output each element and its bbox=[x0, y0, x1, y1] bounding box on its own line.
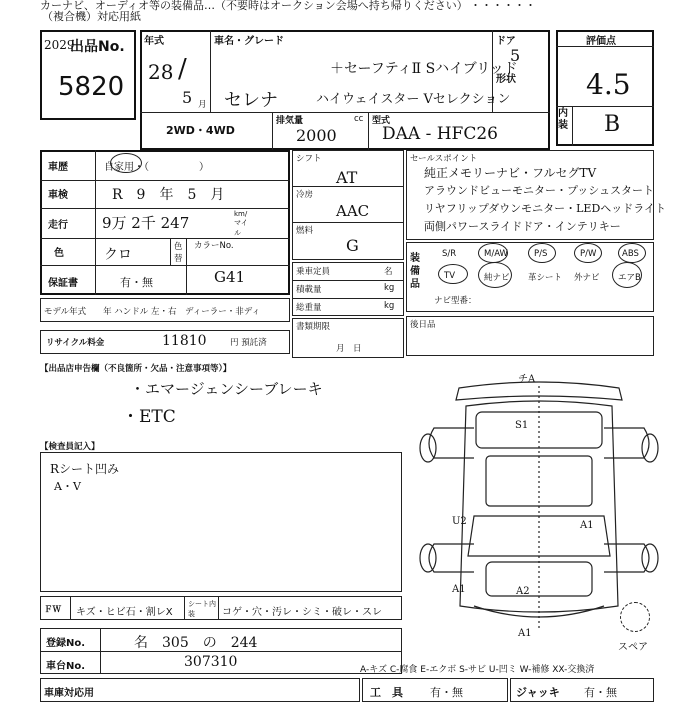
equip-pw: P/W bbox=[580, 249, 597, 259]
drive-type: 2WD・4WD bbox=[166, 124, 235, 137]
sales-line-1: 純正メモリーナビ・フルセグTV bbox=[424, 166, 597, 180]
shift-value: AT bbox=[336, 168, 358, 187]
equip-maw: M/AW bbox=[484, 249, 508, 259]
sales-label: セールスポイント bbox=[410, 154, 478, 164]
mark-u2: U2 bbox=[452, 516, 467, 527]
spare-label: スペア bbox=[618, 642, 648, 653]
equip-ps: P/S bbox=[534, 249, 548, 259]
gross-label: 総重量 bbox=[296, 303, 322, 313]
header-notice: カーナビ、オーディオ等の装備品…（不要時はオークション会場へ持ち帰りください） bbox=[40, 0, 468, 12]
interior-score: B bbox=[604, 112, 621, 137]
jack-value: 有・無 bbox=[584, 686, 617, 699]
mark-a1-left: A1 bbox=[452, 584, 466, 595]
model-year-row: モデル年式 年 ハンドル 左・右 ディーラー・非ディ bbox=[44, 307, 261, 317]
seat-label: シート内装 bbox=[188, 600, 216, 618]
garage-label: 車庫対応用 bbox=[44, 688, 94, 699]
recycle-label: リサイクル料金 bbox=[46, 338, 105, 348]
evaluation-label: 評価点 bbox=[586, 36, 616, 47]
history-label: 車歴 bbox=[48, 162, 68, 173]
reg-value: 名 305 の 244 bbox=[134, 635, 258, 651]
gross-unit: kg bbox=[384, 301, 395, 311]
model-type: DAA - HFC26 bbox=[382, 124, 498, 144]
inspector-label: 【検査員記入】 bbox=[40, 442, 100, 452]
doc-unit: 月 日 bbox=[336, 344, 362, 354]
equip-abs: ABS bbox=[622, 249, 639, 259]
ac-label: 冷房 bbox=[296, 190, 314, 200]
evaluation-score: 4.5 bbox=[586, 68, 631, 101]
mileage-value: 9万 2千 247 bbox=[102, 214, 190, 232]
private-circle bbox=[110, 153, 142, 173]
sales-line-4: 両側パワースライドドア・インテリキー bbox=[424, 220, 621, 233]
jack-label: ジャッキ bbox=[516, 686, 560, 699]
mark-a1-right: A1 bbox=[580, 520, 594, 531]
header-notice-right: ・・・・・・ bbox=[470, 0, 536, 12]
chassis-label: 車台No. bbox=[46, 661, 86, 672]
recycle-value: 11810 bbox=[162, 333, 207, 349]
shift-label: シフト bbox=[296, 154, 322, 164]
door-label: ドア bbox=[496, 36, 516, 47]
grade-line1: ＋セーフティⅡ Sハイブリッド bbox=[330, 61, 518, 77]
window-box bbox=[406, 316, 654, 356]
fuel-label: 燃料 bbox=[296, 226, 314, 236]
history-value: 自家用・（ ） bbox=[104, 162, 209, 173]
mark-front: チA bbox=[518, 374, 536, 385]
header-subtitle: （複合機）対応用紙 bbox=[42, 10, 141, 23]
inspector-line-2: A・V bbox=[54, 480, 81, 493]
ac-value: AAC bbox=[336, 202, 370, 220]
car-damage-diagram bbox=[404, 366, 674, 636]
color-change: 色替 bbox=[174, 242, 183, 264]
mileage-label: 走行 bbox=[48, 220, 68, 231]
tools-label: 工 具 bbox=[370, 686, 403, 699]
inspection-value: R 9 年 5 月 bbox=[112, 187, 225, 203]
mark-s1: S1 bbox=[515, 420, 529, 431]
month-unit: 月 bbox=[198, 100, 207, 110]
car-name: セレナ bbox=[224, 90, 278, 111]
recycle-unit: 円 預託済 bbox=[230, 338, 267, 348]
spare-tire-icon bbox=[620, 602, 650, 632]
reg-label: 登録No. bbox=[46, 638, 86, 649]
warranty-value: 有・無 bbox=[120, 276, 153, 289]
load-unit: kg bbox=[384, 283, 395, 293]
venue-code: 2029 bbox=[44, 38, 75, 52]
equip-leather: 革シート bbox=[528, 273, 563, 283]
mark-a1-rear: A1 bbox=[518, 628, 532, 639]
cc-unit: cc bbox=[354, 114, 364, 124]
declaration-label: 【出品店申告欄（不良箇所・欠品・注意事項等）】 bbox=[40, 364, 232, 374]
sales-line-2: アラウンドビューモニター・プッシュスタート bbox=[424, 184, 655, 197]
inspection-label: 車検 bbox=[48, 190, 68, 201]
lot-label: 出品No. bbox=[70, 39, 125, 55]
interior-label: 内装 bbox=[558, 108, 568, 131]
type-label: 型式 bbox=[372, 116, 391, 126]
equip-sr: S/R bbox=[442, 249, 457, 259]
chassis-value: 307310 bbox=[184, 654, 238, 670]
capacity-label: 乗車定員 bbox=[296, 267, 331, 277]
color-no-label: カラーNo. bbox=[194, 241, 234, 251]
mark-a2: A2 bbox=[516, 586, 530, 597]
mileage-unit: km/マイル bbox=[234, 210, 248, 237]
fuel-value: G bbox=[346, 236, 359, 255]
equip-tv: TV bbox=[444, 271, 456, 281]
displacement-value: 2000 bbox=[296, 126, 337, 145]
warranty-label: 保証書 bbox=[48, 278, 78, 289]
color-label: 色 bbox=[54, 248, 64, 259]
declaration-line-1: ・エマージェンシーブレーキ bbox=[130, 380, 323, 398]
year-label: 年式 bbox=[144, 36, 164, 47]
load-label: 積載量 bbox=[296, 285, 322, 295]
navi-model-label: ナビ型番： bbox=[434, 296, 477, 306]
sales-line-3: リヤフリップダウンモニター・LEDヘッドライト bbox=[424, 202, 666, 215]
seat-options: コゲ・穴・汚レ・シミ・破レ・スレ bbox=[222, 607, 382, 618]
equipment-label: 装備品 bbox=[410, 253, 420, 290]
tools-value: 有・無 bbox=[430, 686, 463, 699]
year-value: 28 bbox=[148, 60, 174, 84]
fw-label: ＦＷ bbox=[44, 605, 62, 615]
door-value: 5 bbox=[510, 46, 521, 65]
color-no-value: G41 bbox=[214, 268, 246, 286]
month-value: 5 bbox=[182, 88, 193, 107]
declaration-line-2: ・ETC bbox=[122, 407, 176, 427]
color-value: クロ bbox=[104, 247, 132, 263]
fw-options: キズ・ヒビ石・割レX bbox=[76, 607, 173, 618]
name-label: 車名・グレード bbox=[214, 36, 284, 47]
inspector-line-1: Rシート凹み bbox=[50, 462, 120, 476]
capacity-unit: 名 bbox=[384, 267, 393, 277]
equip-genuine-navi: 純ナビ bbox=[484, 273, 510, 283]
displacement-label: 排気量 bbox=[276, 116, 304, 126]
equip-other-navi: 外ナビ bbox=[574, 273, 600, 283]
window-label: 後日品 bbox=[410, 320, 436, 330]
lot-number: 5820 bbox=[58, 72, 125, 102]
equip-airbag: エアB bbox=[618, 273, 641, 283]
shape-label: 形状 bbox=[496, 74, 516, 85]
doc-label: 書類期限 bbox=[296, 322, 331, 332]
grade-line2: ハイウェイスター Vセレクション bbox=[316, 92, 511, 107]
damage-legend: A-キズ C-腐食 E-エクボ S-サビ U-凹ミ W-補修 XX-交換済 bbox=[360, 665, 595, 675]
